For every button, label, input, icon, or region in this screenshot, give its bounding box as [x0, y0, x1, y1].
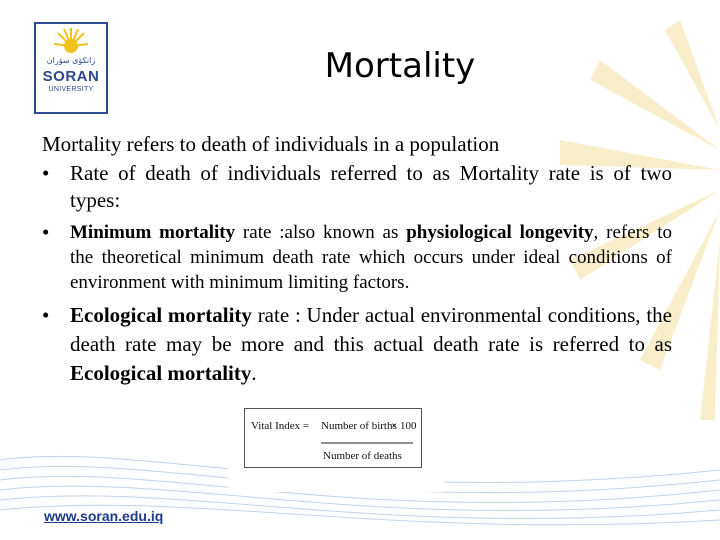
term-ecological-mortality-2: Ecological mortality [70, 361, 252, 385]
bullet-ecological-mortality [42, 301, 672, 388]
term-minimum-mortality: Minimum mortality [70, 222, 236, 243]
bullet-text: . [251, 361, 257, 385]
formula-numerator: Number of births [321, 420, 397, 432]
slide-content [42, 130, 672, 388]
bullet-text: rate : Under actual environmental conditions, the death rate may be more and this actual death rate is referred to as [70, 303, 672, 356]
formula-denominator: Number of deaths [323, 450, 402, 462]
term-ecological-mortality: Ecological mortality [70, 303, 252, 327]
bullet-text: rate :also known as [235, 222, 407, 243]
logo-name: SORAN [42, 68, 100, 85]
vital-index-formula [244, 408, 422, 468]
logo-arabic-text: زانکۆی سۆران [46, 56, 96, 65]
bullet-text: , refers to the theoretical minimum death rate which occurs under ideal conditions of environment with minimum limiting factors. [70, 222, 672, 293]
bullet-list [42, 160, 672, 388]
slide-title: Mortality [324, 46, 476, 86]
bullet-minimum-mortality [42, 220, 672, 295]
footer-website-link[interactable]: www.soran.edu.iq [44, 508, 164, 524]
logo-subtitle: UNIVERSITY [48, 86, 94, 93]
term-physiological-longevity: physiological longevity [406, 222, 594, 243]
formula-graphic [245, 409, 423, 469]
bullet-mortality-rate [42, 160, 672, 214]
formula-multiplier: × 100 [391, 420, 417, 432]
intro-text: Mortality refers to death of individuals in a population [42, 132, 500, 156]
bullet-text: Rate of death of individuals referred to as Mortality rate is of two types: [70, 161, 672, 212]
formula-lhs: Vital Index = [251, 420, 310, 432]
university-logo [34, 22, 108, 114]
